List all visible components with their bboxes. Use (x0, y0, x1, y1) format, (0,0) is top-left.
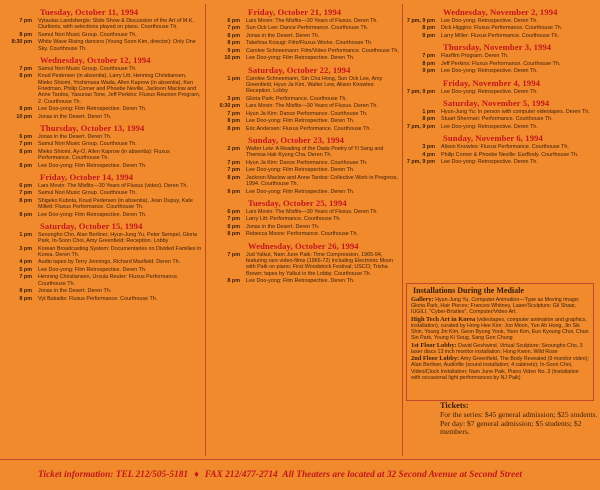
event-time: 3 pm (422, 144, 435, 151)
day-heading: Sunday, October 23, 1994 (248, 135, 345, 146)
event-time: 7 pm, 9 pm (406, 123, 435, 130)
schedule-event (405, 159, 597, 165)
event-description: Larry Litt: Performance. Courthouse Th. (246, 216, 341, 223)
event-description: Sun Ock Lee: Dance Performance. Courthouse Th. (246, 25, 369, 32)
schedule-event (210, 55, 400, 61)
schedule-event (210, 146, 400, 159)
schedule-event (2, 190, 202, 196)
event-description: Jonas in the Desert. Deren Th. (38, 288, 112, 295)
event-time: 4 pm (19, 259, 32, 266)
event-time: 6 pm (19, 182, 32, 189)
schedule-event (210, 118, 400, 124)
event-description: Knud Pedersen (in absentia), Larry Litt, Henning Christiansen, Mieko Shiomi, Yoshimasa Wada, Allen Kaprow (in absentia), Ken Friedman, Philip Corner and Phoebe Neville, Jackson Maclow and Anne Tardos, Yasunao Tone, Jeff Perkins: Fluxus Reunion Program, 2. Courthouse Th. (38, 73, 201, 105)
event-time: 8 pm (227, 118, 240, 125)
event-description: Seoungho Cho, Alan Berliner, Hyun-Jung Yu, Peter Sempel, Gloria Park, In-Soon Choi, Amy Greenfield: Reception. Lobby (38, 231, 198, 245)
day-heading: Saturday, October 15, 1994 (40, 220, 143, 231)
day-heading: Saturday, October 22, 1994 (248, 64, 351, 75)
event-description: Carolee Schneemann, Sin Cha Hong, Sun Ock Lee, Amy Greenfield, Hyun Ja Kim, Walter Lew, Alison Knowles: Reception. Lobby (246, 75, 383, 95)
day-heading: Friday, October 14, 1994 (40, 171, 134, 182)
event-description: Lee Doo-yong: Film Retrospective. Deren Th. (246, 55, 355, 62)
event-time: 7 pm (227, 251, 240, 258)
event-description: Lee Doo-yong: Film Retrospective. Deren Th. (246, 188, 355, 195)
installation-item (411, 356, 589, 380)
event-time: 8 pm (19, 197, 32, 204)
event-description: Stuart Sherman: Performance. Courthouse Th. (441, 116, 553, 123)
event-time: 9 pm (422, 32, 435, 39)
schedule-event (210, 167, 400, 173)
event-time: 3 pm (19, 245, 32, 252)
schedule-event (210, 48, 400, 54)
schedule-event (2, 66, 202, 72)
event-time: 8 pm (227, 40, 240, 47)
installation-label: High Tech Art in Korea (411, 315, 476, 323)
event-time: 6:30 pm (219, 103, 240, 110)
event-description: Lee Doo-yong: Film Retrospective. Deren Th. (246, 118, 355, 125)
schedule-event (405, 144, 597, 150)
event-time: 7 pm, 9 pm (406, 18, 435, 24)
event-description: Lee Doo-yong: Film Retrospective. Deren Th. (246, 167, 355, 174)
event-time: 8 pm (19, 211, 32, 218)
event-time: 7 pm (227, 167, 240, 174)
day-heading: Saturday, November 5, 1994 (443, 97, 550, 108)
schedule-event (210, 33, 400, 39)
event-time: 8 pm (19, 73, 32, 80)
theater-location: All Theaters are located at 32 Second Avenue at Second Street (282, 470, 522, 480)
schedule-event (2, 267, 202, 273)
schedule-event (405, 25, 597, 31)
schedule-event (210, 103, 400, 109)
event-time: 3 pm (227, 95, 240, 102)
schedule-event (210, 231, 400, 237)
event-description: Jackson Maclow and Anne Tardos: Collective Work in Progress, 1994. Courthouse Th. (246, 174, 399, 188)
event-time: 8 pm (19, 106, 32, 113)
tickets-block (440, 402, 598, 437)
event-description: Vytautas Landsbergis: Slide Show & Discussion of the Art of M.K. Ciurlionis, with selections played on piano. Courthouse Th. (38, 18, 194, 31)
event-description: Rebecca Moore: Performance. Courthouse Th. (246, 231, 358, 238)
event-time: 8:30 pm (11, 39, 32, 46)
schedule-event (2, 73, 202, 104)
installation-text: David Geshwind, Virtual Sculpture; Seoungho Cho, 3 laser discs 13 inch monitor installation; Hong Kwon, Wild Rose (411, 342, 583, 355)
schedule-column-1 (2, 4, 202, 456)
event-description: Korean Broadcasting System: Documentaries on Divided Families in Korea. Deren Th. (38, 245, 202, 258)
event-time: 8 pm (19, 31, 32, 38)
day-heading: Friday, October 21, 1994 (248, 7, 342, 17)
event-description: Lee Doo-yong: Film Retrospective. Deren Th. (38, 211, 147, 218)
event-time: 7 pm (422, 53, 435, 60)
event-time: 8 pm (227, 277, 240, 284)
event-time: 2 pm (227, 146, 240, 153)
schedule-event (2, 39, 202, 52)
schedule-event (405, 61, 597, 67)
event-description: Lee Doo-yong: Retrospective. Deren Th. (441, 159, 538, 166)
schedule-event (210, 252, 400, 277)
event-time: 7 pm (227, 159, 240, 166)
event-time: 10 pm (224, 55, 240, 62)
event-time: 7 pm (19, 65, 32, 72)
event-time: 6 pm (227, 208, 240, 215)
event-description: Walter Lew: A Reading of the Dada Poetry of Yi Sang and Theresa Hak Kyung Cha. Deren Th. (246, 146, 384, 159)
event-time: 7 pm (19, 18, 32, 24)
event-time: 6 pm (19, 133, 32, 140)
day-heading: Thursday, October 13, 1994 (40, 122, 145, 133)
schedule-event (210, 76, 400, 95)
schedule-event (405, 152, 597, 158)
schedule-event (2, 106, 202, 112)
event-description: Lars Movin: The Misfits—30 Years of Fluxus. Deren Th. (246, 208, 378, 215)
schedule-event (405, 109, 597, 115)
day-heading: Friday, November 4, 1994 (443, 77, 541, 88)
schedule-event (405, 33, 597, 39)
schedule-event (210, 25, 400, 31)
schedule-event (210, 126, 400, 132)
event-description: Eric Andersen: Fluxus Performance. Courthouse Th. (246, 125, 371, 132)
footer-text (38, 470, 522, 480)
event-description: Audio tapes by Terry Jennings, Richard Maxfield. Deren Th. (38, 259, 181, 266)
column-divider (402, 4, 403, 456)
event-time: 8 pm (19, 162, 32, 169)
event-description: Jonas in the Desert. Deren Th. (246, 223, 320, 230)
schedule-event (405, 116, 597, 122)
event-time: 7 pm, 9 pm (406, 88, 435, 95)
schedule-event (2, 32, 202, 38)
day-heading: Tuesday, October 11, 1994 (40, 7, 139, 17)
event-time: 8 pm (227, 223, 240, 230)
event-description: Hyun-Jung Yu: In person with computer videotapes. Deren Th. (441, 108, 590, 115)
schedule-event (210, 278, 400, 284)
schedule-event (210, 111, 400, 117)
event-description: Hyun Ja Kim: Dance Performance. Courthouse Th. (246, 110, 368, 117)
event-time: 9 pm (227, 188, 240, 195)
schedule-event (2, 163, 202, 169)
schedule-event (210, 160, 400, 166)
event-description: Lee Doo-yong: Retrospective. Deren Th. (441, 123, 538, 130)
event-description: Lee Doo-yong: Film Retrospective. Deren Th. (246, 277, 355, 284)
event-time: 8 pm (422, 116, 435, 123)
fax-number: FAX 212/477-2714 (204, 470, 278, 480)
event-description: Mieko Shiomi, Ay-O, Allen Kaprow (in absentia): Fluxus Performance. Courthouse Th. (38, 148, 170, 162)
event-time: 9 pm (422, 68, 435, 75)
installation-text: Hyun-Jung Yu, Computer Animation—Type as Moving Image; Gloria Park, Hair Pieces; Frances Whitney, Laser/Sculpture; Gil Shaar, IUGILI, "Cyber-Bristles", Computer/Video Art. (411, 297, 580, 316)
schedule-event (2, 296, 202, 302)
installations-title: Installations During the Mediale (413, 286, 524, 295)
event-description: Samul Nori Music Group. Courthouse Th. (38, 65, 137, 72)
day-heading: Wednesday, October 26, 1994 (248, 240, 359, 251)
event-description: Henning Christiansen, Ursula Reuter: Fluxus Performance. Courthouse Th. (38, 274, 179, 287)
schedule-event (2, 149, 202, 162)
event-time: 1 pm (19, 231, 32, 238)
schedule-event (210, 224, 400, 230)
column-divider (205, 4, 206, 456)
event-time: 9 pm (227, 47, 240, 54)
event-time: 8 pm (227, 231, 240, 238)
ticket-phone: Ticket information: TEL 212/505-5181 (38, 470, 189, 480)
event-description: White Wave Rising dancers (Young Soon Kim, director): Only One Sky. Courthouse Th. (38, 39, 196, 52)
event-description: Alison Knowles: Fluxus Performance. Courthouse Th. (441, 144, 569, 151)
event-time: 8 pm (422, 25, 435, 32)
event-description: Gloria Park: Performance. Courthouse Th. (246, 95, 347, 102)
installation-item (411, 317, 589, 341)
footer-bar (0, 459, 600, 490)
event-description: Larry Miller: Fluxus Performance. Courthouse Th. (441, 32, 559, 39)
event-description: Lars Movin: The Misfits—30 Years of Fluxus. Deren Th. (246, 18, 378, 24)
event-description: Philip Corner & Phoebe Neville: EarBody. Courthouse Th. (441, 151, 579, 158)
event-description: Samul Nori Music Group. Courthouse Th. (38, 141, 137, 148)
event-description: Lars Movin: The Misfits—30 Years of Fluxus (video). Deren Th. (38, 182, 188, 189)
day-heading: Thursday, November 3, 1994 (443, 42, 552, 53)
event-description: Dick Higgins: Fluxus Performance. Courthouse Th. (441, 25, 563, 32)
schedule-event (405, 68, 597, 74)
event-time: 8 pm (19, 148, 32, 155)
schedule-event (210, 175, 400, 188)
schedule-event (210, 40, 400, 46)
schedule-event (210, 216, 400, 222)
diamond-icon: ♦ (194, 470, 199, 480)
schedule-event (2, 212, 202, 218)
day-heading: Tuesday, October 25, 1994 (248, 197, 347, 208)
schedule-event (405, 89, 597, 95)
installation-item (411, 297, 589, 315)
event-description: Lee Doo-yong: Retrospective. Deren Th. (441, 68, 538, 75)
event-time: 7 pm (227, 25, 240, 32)
installations-box (406, 283, 594, 401)
event-description: Lee Doo-yong: Film Retrospective. Deren Th. (38, 162, 147, 169)
event-description: Jonas in the Desert. Deren Th. (38, 113, 112, 120)
day-heading: Wednesday, November 2, 1994 (443, 7, 558, 17)
event-description: Lars Movin: The Misfits—30 Years of Fluxus. Deren Th. (246, 103, 378, 110)
event-time: 8 pm (19, 288, 32, 295)
schedule-event (2, 288, 202, 294)
schedule-event (2, 183, 202, 189)
schedule-event (2, 114, 202, 120)
event-time: 5 pm (19, 266, 32, 273)
event-time: 4 pm (422, 151, 435, 158)
schedule-event (2, 141, 202, 147)
installation-label: 1st Floor Lobby: (411, 341, 457, 349)
schedule-event (210, 96, 400, 102)
schedule-event (405, 53, 597, 59)
event-description: Lee Doo-yong: Film Retrospective. Deren Th. (38, 266, 147, 273)
event-time: 10 pm (16, 113, 32, 120)
event-description: Jonas in the Desert. Deren Th. (246, 32, 320, 39)
event-time: 8 pm (227, 174, 240, 181)
event-time: 7 pm (227, 110, 240, 117)
event-time: 7 pm (19, 274, 32, 281)
schedule-event (210, 209, 400, 215)
schedule-event (2, 232, 202, 245)
event-time: 7 pm (19, 190, 32, 197)
event-time: 7 pm (227, 216, 240, 223)
event-time: 8 pm (227, 125, 240, 132)
event-description: Shigeko Kubota, Knud Pedersen (in absentia), Jean Dupuy, Kate Millett: Fluxus Performance. Courthouse Th. (38, 197, 193, 211)
event-time: 1 pm (422, 108, 435, 115)
day-heading: Wednesday, October 12, 1994 (40, 54, 151, 65)
event-description: Hyun Ja Kim: Dance Performance. Courthouse Th. (246, 159, 368, 166)
event-description: Carolee Schneemann: Film/Video Performance. Courthouse Th. (246, 47, 399, 54)
event-time: 6 pm (227, 18, 240, 24)
event-description: Jud Yalkut, Nam June Paik: Time Compression, 1965-94, featuring rare video-films (1965-72) including Electronic Moon with Paik on piano; First Woodstock Festival; USCO; Trisha Brown; tapes by Yalkut in the Lobby. Courthouse Th. (246, 251, 394, 277)
tickets-heading: Tickets: (440, 401, 469, 410)
schedule-column-2 (210, 4, 400, 456)
event-time: 8 pm (227, 32, 240, 39)
event-description: Samul Nori Music Group. Courthouse Th. (38, 190, 137, 197)
schedule-event (405, 18, 597, 24)
event-description: Jonas in the Desert. Deren Th. (38, 133, 112, 140)
schedule-event (2, 198, 202, 211)
event-time: 1 pm (227, 75, 240, 82)
event-description: Samul Nori Music Group. Courthouse Th. (38, 31, 137, 38)
event-time: 8 pm (19, 295, 32, 302)
installation-label: 2nd Floor Lobby: (411, 355, 460, 363)
schedule-event (2, 134, 202, 140)
tickets-line: For the series: $45 general admission; $25 students. (440, 409, 598, 419)
event-description: Jeff Perkins: Fluxus Performance. Courthouse Th. (441, 60, 561, 67)
installation-label: Gallery: (411, 296, 434, 303)
schedule-event (2, 246, 202, 259)
event-description: Flaxfilm Program. Deren Th. (441, 53, 509, 60)
installation-text: Amy Greenfield, The Body Revealed (9 monitor video); Alan Berliner, Audiofile (sound installation; 4 cabinets); In-Soon Choi, Video/Clock Installation; Nam June Paik, Piano Video No. 3 (installation with occasional light performances by NJ Paik) (411, 356, 589, 381)
tickets-line: Per day: $7 general admission; $5 students; $2 members. (440, 418, 582, 437)
schedule-event (210, 189, 400, 195)
schedule-event (2, 274, 202, 287)
schedule-event (210, 18, 400, 24)
installation-item (411, 343, 589, 355)
event-description: Takehisa Kosugi: Film/Fluxus Works. Courthouse Th. (246, 40, 373, 47)
event-time: 7 pm (19, 141, 32, 148)
event-description: Lee Doo-yong: Retrospective. Deren Th. (441, 18, 538, 24)
event-description: Lee Doo-yong: Retrospective. Deren Th. (441, 88, 538, 95)
event-description: Lee Doo-yong: Film Retrospective. Deren Th. (38, 106, 147, 113)
day-heading: Sunday, November 6, 1994 (443, 133, 543, 144)
event-time: 8 pm (422, 60, 435, 67)
event-time: 7 pm, 9 pm (406, 159, 435, 166)
event-description: Vyt Bakaitis: Fluxus Performance. Courthouse Th. (38, 295, 158, 302)
schedule-event (2, 259, 202, 265)
schedule-event (405, 124, 597, 130)
schedule-event (2, 18, 202, 31)
installation-text: (videotapes, computer animation and graphics, installation), curated by Hong Hee Kim: Joo Moon, Yun Ah Hong, Jin Sik Shin, Young Jin Kim, Geon Byung Yook, Yoon Kim, Eun Kyoung Choi, Chun Sin Park, Young Ki Soug, Sang Gon Chung (411, 316, 589, 342)
